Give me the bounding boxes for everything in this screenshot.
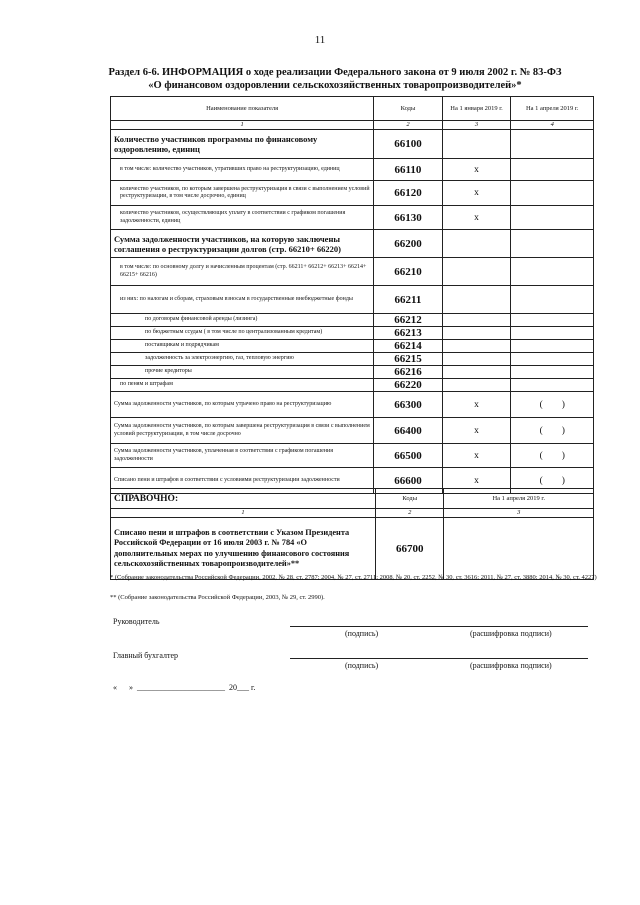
row-label: Списано пени и штрафов в соответствии с условиями реструктуризации задолженности xyxy=(111,468,374,494)
row-apr-value[interactable] xyxy=(511,230,594,258)
reference-row-value[interactable] xyxy=(444,518,594,580)
reference-row xyxy=(111,518,594,580)
col-number: 1 xyxy=(111,121,374,130)
main-table xyxy=(110,96,594,494)
row-jan-value[interactable] xyxy=(442,130,511,159)
table-row xyxy=(111,206,594,230)
section-title-line2: «О финансовом оздоровлении сельскохозяйственных товаропроизводителей»* xyxy=(148,80,522,91)
table-row xyxy=(111,353,594,366)
col-number: 3 xyxy=(442,121,511,130)
row-jan-value[interactable]: x xyxy=(442,206,511,230)
footnote-1: * (Собрание законодательства Российской Федерации, 2002, № 28, ст. 2787; 2004, № 27, ст. 2711; 2008, № 20, ст. 2252, № 30, ст. 3616; 2011, № 27, ст. 3880; 2014, № 30, ст. 4227) xyxy=(110,574,597,581)
col-number: 1 xyxy=(111,509,376,518)
column-number-row xyxy=(111,121,594,130)
row-label: прочие кредиторы xyxy=(111,366,374,379)
row-jan-value[interactable] xyxy=(442,258,511,286)
table-row xyxy=(111,230,594,258)
table-row xyxy=(111,366,594,379)
col-number: 2 xyxy=(374,121,442,130)
accountant-label: Главный бухгалтер xyxy=(113,651,178,660)
section-title xyxy=(100,66,570,92)
row-apr-value[interactable] xyxy=(511,353,594,366)
row-code: 66130 xyxy=(374,206,442,230)
row-jan-value[interactable]: x xyxy=(442,181,511,206)
row-code: 66110 xyxy=(374,159,442,181)
accountant-signature-line[interactable] xyxy=(290,658,588,659)
table-row xyxy=(111,379,594,392)
row-apr-value[interactable] xyxy=(511,258,594,286)
row-jan-value[interactable]: x xyxy=(442,392,511,418)
row-code: 66120 xyxy=(374,181,442,206)
row-code: 66400 xyxy=(374,418,442,444)
row-code: 66600 xyxy=(374,468,442,494)
row-code: 66220 xyxy=(374,379,442,392)
row-label: из них: по налогам и сборам, страховым взносам в государственные внебюджетные фонды xyxy=(111,286,374,314)
header-name: Наименование показателя xyxy=(111,97,374,121)
row-jan-value[interactable]: x xyxy=(442,418,511,444)
head-signature-caption: (подпись) xyxy=(345,629,379,638)
row-label: в том числе: по основному долгу и начисленным процентам (стр. 66211+ 66212+ 66213+ 66214+ 66215+ 66216) xyxy=(111,258,374,286)
row-code: 66200 xyxy=(374,230,442,258)
row-apr-value[interactable] xyxy=(511,159,594,181)
row-code: 66215 xyxy=(374,353,442,366)
reference-title: СПРАВОЧНО: xyxy=(111,489,376,509)
col-number: 4 xyxy=(511,121,594,130)
row-jan-value[interactable] xyxy=(442,366,511,379)
reference-row-label: Списано пени и штрафов в соответствии с Указом Президента Российской Федерации от 16 июля 2003 г. № 784 «О дополнительных мерах по улучшению финансового состояния сельскохозяйственных товаропроизводителей»** xyxy=(111,518,376,580)
row-label: по бюджетным ссудам ( в том числе по централизованным кредитам) xyxy=(111,327,374,340)
row-apr-value[interactable] xyxy=(511,340,594,353)
row-apr-value[interactable] xyxy=(511,206,594,230)
header-codes: Коды xyxy=(374,97,442,121)
reference-row-code: 66700 xyxy=(375,518,444,580)
table-row xyxy=(111,327,594,340)
accountant-decode-caption: (расшифровка подписи) xyxy=(470,661,552,670)
row-apr-value[interactable]: ( ) xyxy=(511,392,594,418)
section-title-line1: Раздел 6-6. ИНФОРМАЦИЯ о ходе реализации Федерального закона от 9 июля 2002 г. № 83-ФЗ xyxy=(108,67,562,78)
row-label: задолженность за электроэнергию, газ, тепловую энергию xyxy=(111,353,374,366)
row-apr-value[interactable] xyxy=(511,286,594,314)
row-label: Сумма задолженности участников, по которым утрачено право на реструктуризацию xyxy=(111,392,374,418)
row-jan-value[interactable] xyxy=(442,327,511,340)
header-jan: На 1 января 2019 г. xyxy=(442,97,511,121)
row-label: Сумма задолженности участников, по которым завершена реструктуризация в связи с выполнением условий реструктуризации, в том числе досрочно xyxy=(111,418,374,444)
head-signature-line[interactable] xyxy=(290,626,588,627)
row-label: количество участников, по которым завершена реструктуризация в связи с выполнением условий реструктуризации, в том числе досрочно, единиц xyxy=(111,181,374,206)
reference-table xyxy=(110,488,594,580)
table-row xyxy=(111,314,594,327)
row-label: Сумма задолженности участников, на которую заключены соглашения о реструктуризации долгов (стр. 66210+ 66220) xyxy=(111,230,374,258)
row-apr-value[interactable] xyxy=(511,181,594,206)
row-label: по пеням и штрафам xyxy=(111,379,374,392)
row-code: 66216 xyxy=(374,366,442,379)
footnote-2: ** (Собрание законодательства Российской Федерации, 2003, № 29, ст. 2990). xyxy=(110,594,325,601)
table-row xyxy=(111,444,594,468)
table-row xyxy=(111,418,594,444)
reference-header-codes: Коды xyxy=(375,489,444,509)
row-jan-value[interactable]: x xyxy=(442,444,511,468)
row-label: поставщикам и подрядчикам xyxy=(111,340,374,353)
row-label: в том числе: количество участников, утративших право на реструктуризацию, единиц xyxy=(111,159,374,181)
date-line[interactable]: « » ______________________ 20___ г. xyxy=(113,683,256,692)
table-row xyxy=(111,258,594,286)
row-code: 66214 xyxy=(374,340,442,353)
row-code: 66211 xyxy=(374,286,442,314)
page-number: 11 xyxy=(314,34,326,46)
row-code: 66210 xyxy=(374,258,442,286)
row-jan-value[interactable]: x xyxy=(442,468,511,494)
row-apr-value[interactable] xyxy=(511,366,594,379)
table-row xyxy=(111,286,594,314)
row-jan-value[interactable]: x xyxy=(442,159,511,181)
row-jan-value[interactable] xyxy=(442,286,511,314)
reference-header-apr: На 1 апреля 2019 г. xyxy=(444,489,594,509)
row-jan-value[interactable] xyxy=(442,314,511,327)
accountant-signature-caption: (подпись) xyxy=(345,661,379,670)
table-row xyxy=(111,130,594,159)
row-apr-value[interactable] xyxy=(511,327,594,340)
head-label: Руководитель xyxy=(113,617,160,626)
reference-header-row xyxy=(111,489,594,509)
row-code: 66213 xyxy=(374,327,442,340)
row-label: Сумма задолженности участников, уплаченная в соответствии с графиком погашения задолженности xyxy=(111,444,374,468)
table-row xyxy=(111,392,594,418)
row-code: 66500 xyxy=(374,444,442,468)
row-apr-value[interactable]: ( ) xyxy=(511,418,594,444)
row-jan-value[interactable] xyxy=(442,379,511,392)
row-apr-value[interactable]: ( ) xyxy=(511,468,594,494)
row-jan-value[interactable] xyxy=(442,340,511,353)
row-code: 66100 xyxy=(374,130,442,159)
row-code: 66212 xyxy=(374,314,442,327)
table-row xyxy=(111,181,594,206)
row-apr-value[interactable]: ( ) xyxy=(511,444,594,468)
row-label: количество участников, осуществляющих уплату в соответствии с графиком погашения задолженности, единиц xyxy=(111,206,374,230)
row-code: 66300 xyxy=(374,392,442,418)
row-apr-value[interactable] xyxy=(511,314,594,327)
head-decode-caption: (расшифровка подписи) xyxy=(470,629,552,638)
table-row xyxy=(111,159,594,181)
header-row xyxy=(111,97,594,121)
row-jan-value[interactable] xyxy=(442,353,511,366)
row-apr-value[interactable] xyxy=(511,130,594,159)
col-number: 3 xyxy=(444,509,594,518)
reference-column-number-row xyxy=(111,509,594,518)
row-apr-value[interactable] xyxy=(511,379,594,392)
col-number: 2 xyxy=(375,509,444,518)
table-row xyxy=(111,340,594,353)
row-jan-value[interactable] xyxy=(442,230,511,258)
row-label: по договорам финансовой аренды (лизинга) xyxy=(111,314,374,327)
row-label: Количество участников программы по финансовому оздоровлению, единиц xyxy=(111,130,374,159)
header-apr: На 1 апреля 2019 г. xyxy=(511,97,594,121)
